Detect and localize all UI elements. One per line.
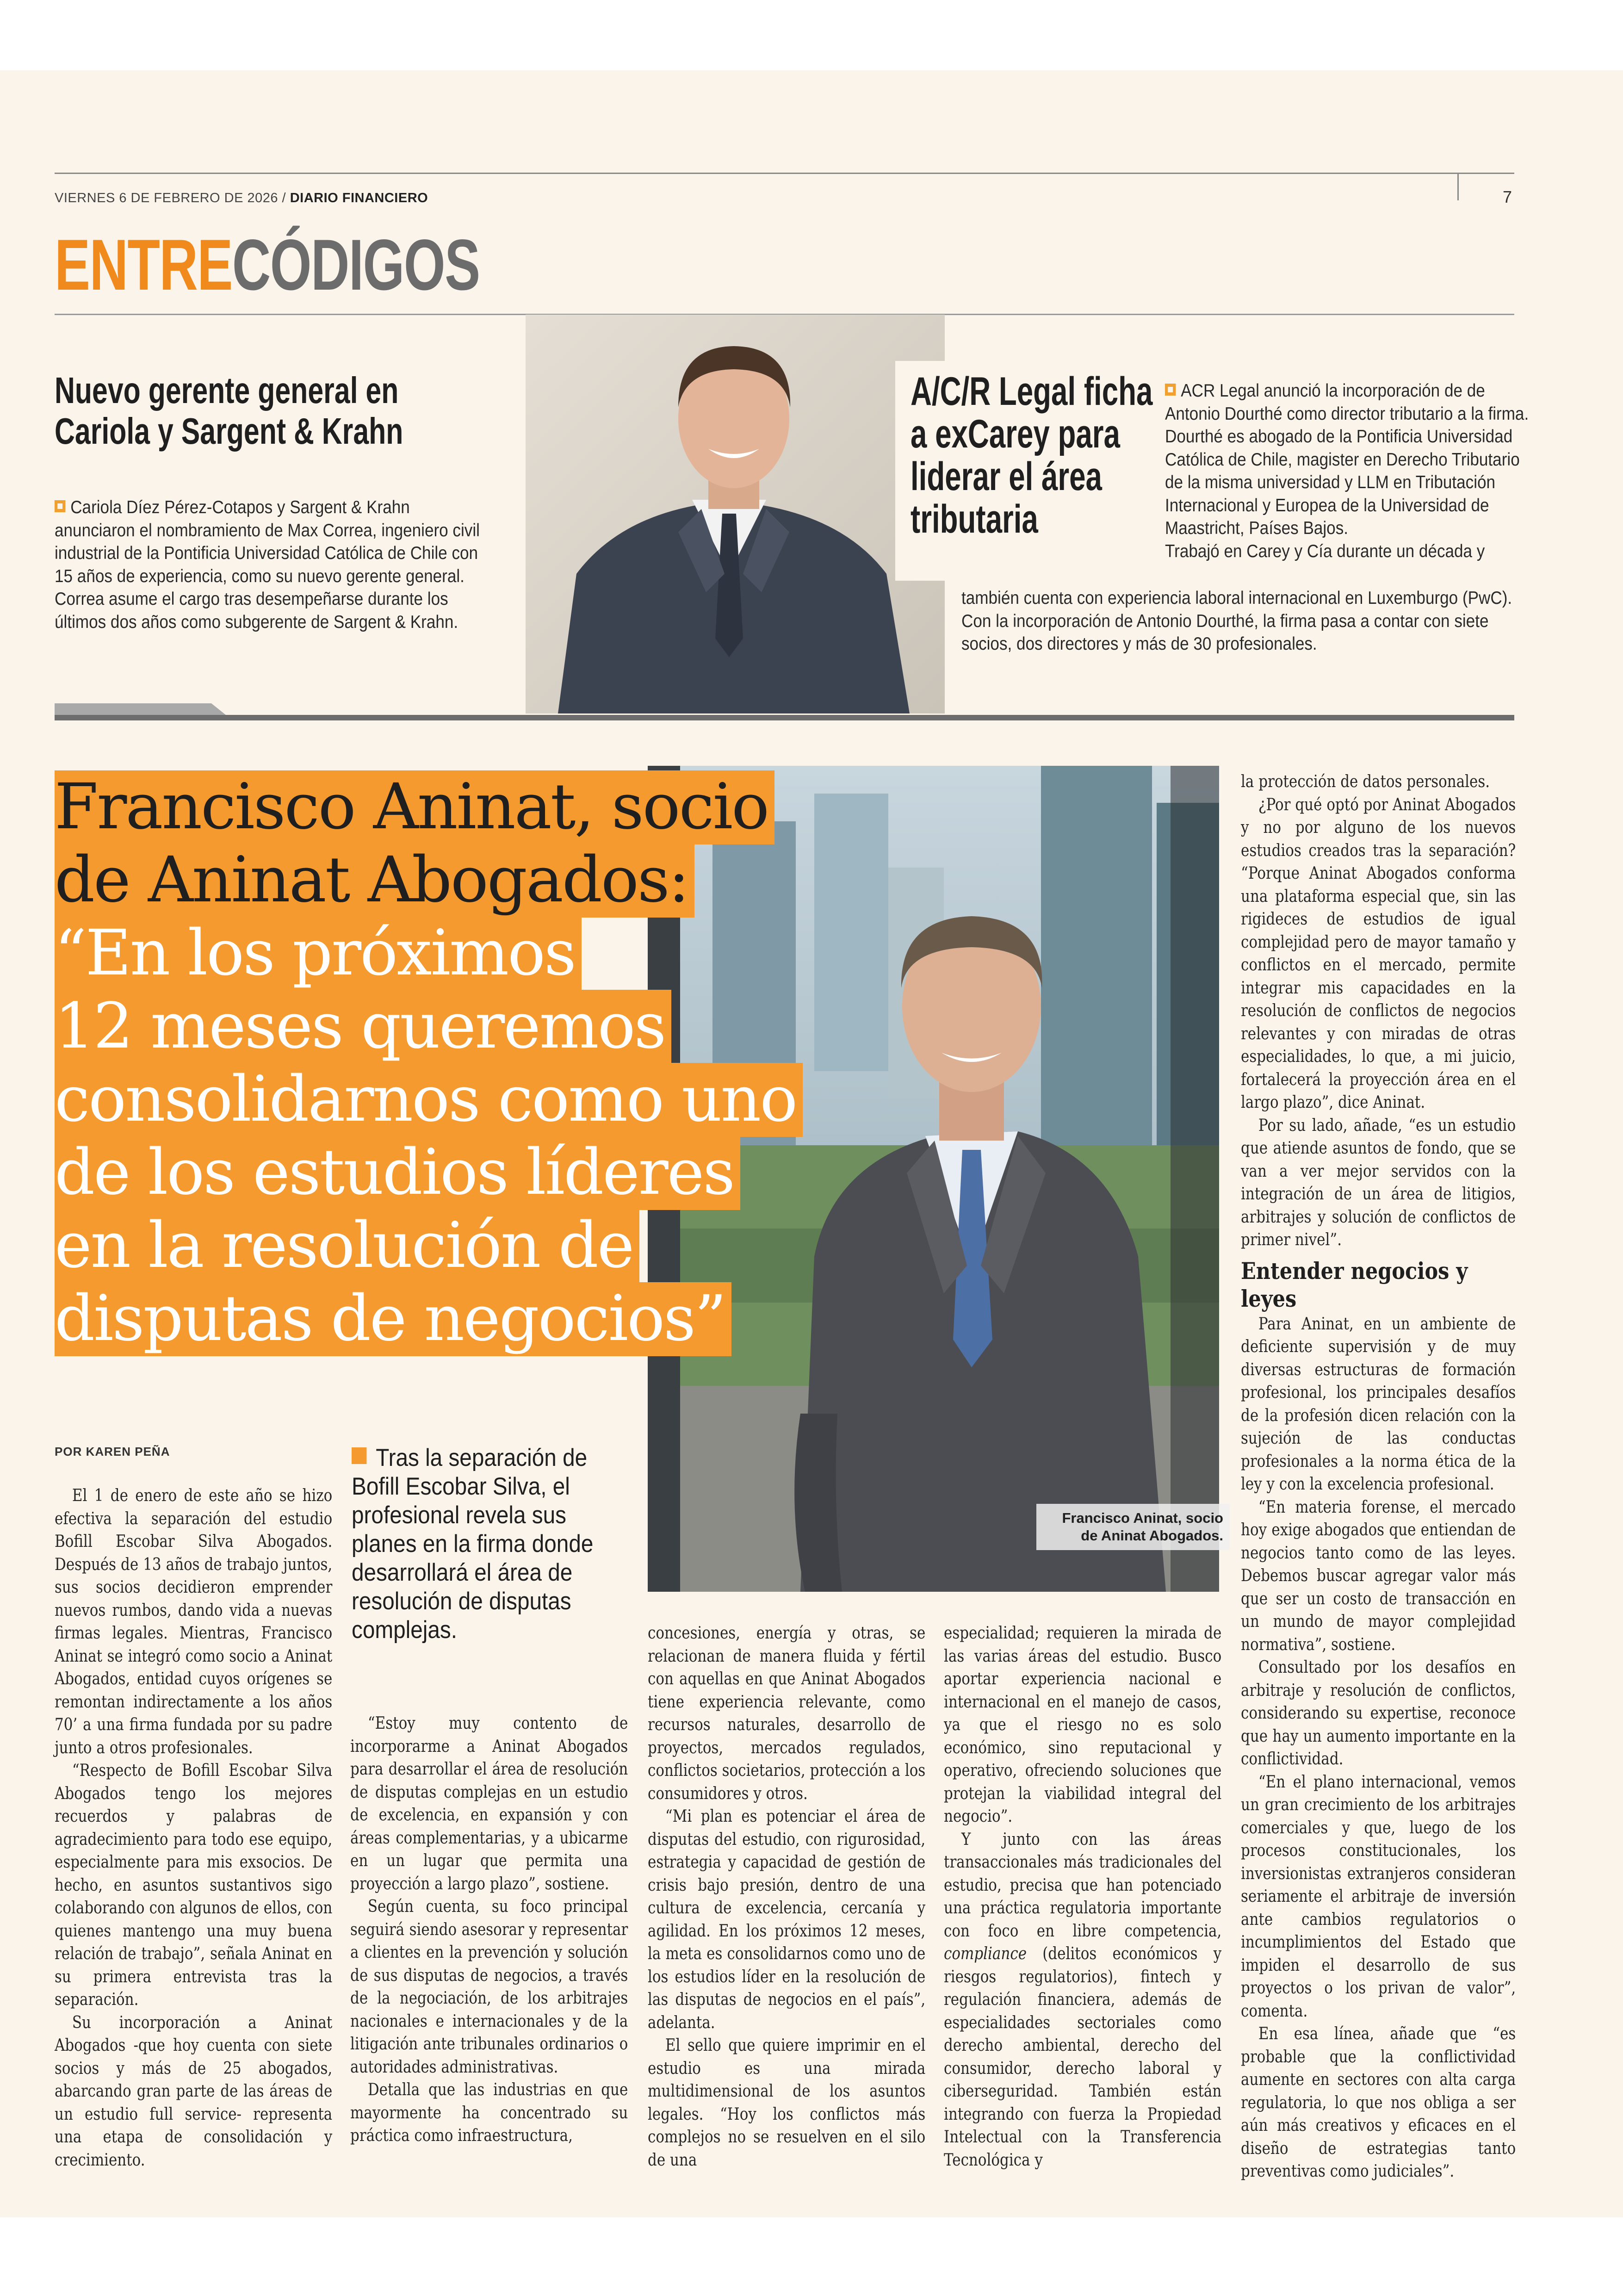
- headline-line: de Aninat Abogados:: [55, 844, 694, 918]
- dateline: [55, 191, 428, 206]
- article-column-3: [648, 1622, 925, 2172]
- paragraph: El 1 de enero de este año se hizo efectiva la separación del estudio Bofill Escobar Silva Abogados. Después de 13 años de trabajo juntos, sus socios decidieron emprender nuevos rumbos, dando vida a nuevas firmas legales. Mientras, Francisco Aninat se integró como socio a Aninat Abogados, entidad cuyos orígenes se remontan indirectamente a los años 70’ a una firma fundada por su padre junto a otros profesionales.: [55, 1486, 333, 1757]
- paragraph: “Estoy muy contento de incorporarme a Aninat Abogados para desarrollar el área de resolución de disputas complejas en un estudio de excelencia, en expansión y con áreas complementarias, y a ubicarme en un lugar que permita una proyección a largo plazo”, sostiene.: [350, 1714, 628, 1893]
- headline: [55, 770, 841, 1355]
- paragraph: la protección de datos personales.: [1241, 772, 1490, 791]
- headline-line: de los estudios líderes: [55, 1136, 740, 1210]
- headline-line: disputas de negocios”: [55, 1282, 731, 1356]
- paragraph: “En materia forense, el mercado hoy exige abogados que entiendan de negocios tanto como de las leyes. Debemos buscar agregar valor más que ser un costo de transacción en un mundo de mayor complejidad normativa”, sostiene.: [1241, 1497, 1516, 1654]
- article-column-5: [1241, 770, 1516, 2183]
- paragraph-text: (delitos económicos y riesgos regulatorios), fintech y regulación financiera, además de especialidades sectoriales como derecho ambiental, derecho del consumidor, derecho laboral y ciberseguridad. También están integrando con fuerza la Propiedad Intelectual con la Transferencia Tecnológica y: [944, 1944, 1222, 2170]
- paragraph: Detalla que las industrias en que mayormente ha concentrado su práctica como infraestructura,: [350, 2080, 628, 2145]
- brief1-paragraph: Correa asume el cargo tras desempeñarse durante los últimos dos años como subgerente de Sargent & Krahn.: [55, 589, 458, 632]
- paragraph: “Respecto de Bofill Escobar Silva Abogados tengo los mejores recuerdos y palabras de agradecimiento para todo ese equipo, especialmente para mis exsocios. De hecho, en asuntos sustantivos sigo colaborando con algunos de ellos, con quienes mantengo una muy buena relación de trabajo”, señala Aninat en su primera entrevista tras la separación.: [55, 1761, 333, 2009]
- article-column-2: [350, 1712, 628, 2147]
- brief2-paragraph: Trabajó en Carey y Cía durante un década y: [1165, 541, 1485, 561]
- paragraph: ¿Por qué optó por Aninat Abogados y no por alguno de los nuevos estudios creados tras la separación? “Porque Aninat Abogados conforma una plataforma especial que, sin las rigideces de estudios de igual complejidad pero de mayor tamaño y conflictos en el mercado, permite integrar mis capacidades en la resolución de conflictos de negocios relevantes y con miradas de otras especialidades, lo que, a mi juicio, fortalecerá la proyección área en el largo plazo”, dice Aninat.: [1241, 795, 1516, 1112]
- bullet-square-icon: [55, 500, 65, 512]
- kicker: [352, 1444, 601, 1644]
- paragraph: Por su lado, añade, “es un estudio que atiende asuntos de fondo, que se van a ver mejor servidos con la integración de un área de litigios, arbitrajes y solución de conflictos de primer nivel”.: [1241, 1116, 1516, 1249]
- headline-line: 12 meses queremos: [55, 990, 671, 1064]
- article-column-1: [55, 1484, 332, 2172]
- header-rule: [55, 173, 1514, 174]
- paragraph: Para Aninat, en un ambiente de deficiente supervisión y de muy diversas estructuras de formación profesional, los principales desafíos de la profesión dicen relación con la sujeción de las conductas profesionales a la norma ética de la ley y con la excelencia profesional.: [1241, 1314, 1516, 1494]
- page-number: 7: [1503, 187, 1512, 206]
- photo-caption: Francisco Aninat, socio de Aninat Abogados.: [1036, 1504, 1230, 1550]
- brief2-body-continued: también cuenta con experiencia laboral internacional en Luxemburgo (PwC). Con la incorporación de Antonio Dourthé, la firma pasa a contar con siete socios, dos directores y más de 30 profesionales.: [961, 588, 1512, 654]
- paragraph: En esa línea, añade que “es probable que la conflictividad aumente en sectores con alta carga regulatoria, lo que nos obliga a ser aún más creativos y eficaces en el diseño de estrategias tanto preventivas como judiciales”.: [1241, 2024, 1516, 2181]
- headline-line: “En los próximos: [55, 917, 582, 991]
- article-column-4: [944, 1622, 1221, 2172]
- brief1-body: [55, 496, 483, 633]
- divider-rule: [55, 715, 1514, 720]
- brief2-body: [1165, 379, 1531, 563]
- paragraph: especialidad; requieren la mirada de las varias áreas del estudio. Busco aportar experiencia nacional e internacional en el manejo de casos, ya que el riesgo no es solo económico, sino reputacional y operativo, ofreciendo soluciones que protejan la viabilidad integral del negocio”.: [944, 1624, 1222, 1826]
- section-title-part1: ENTRE: [55, 225, 232, 305]
- headline-line: Francisco Aninat, socio: [55, 770, 774, 844]
- kicker-text: Tras la separación de Bofill Escobar Silva, el profesional revela sus planes en la firma donde desarrollará el área de resolución de disputas complejas.: [352, 1444, 594, 1644]
- header-tick: [1457, 173, 1459, 200]
- headline-line: en la resolución de: [55, 1209, 639, 1283]
- brief2-paragraph: Dourthé es abogado de la Pontificia Universidad Católica de Chile, magister en Derecho Tributario de la misma universidad y LLM en Tributación Internacional y Europea de la Universidad de Maastricht, Países Bajos.: [1165, 427, 1520, 538]
- section-title: [55, 226, 480, 304]
- paragraph: concesiones, energía y otras, se relacionan de manera fluida y fértil con aquellas en que Aninat Abogados tiene experiencia relevante, como recursos naturales, desarrollo de proyectos, mercados regulados, conflictos societarios, protección a los consumidores y otros.: [648, 1624, 926, 1803]
- subheading: Entender negocios y leyes: [1241, 1257, 1468, 1312]
- paragraph: Consultado por los desafíos en arbitraje y resolución de conflictos, considerando su expertise, reconoce que hay un aumento importante en la conflictividad.: [1241, 1658, 1516, 1769]
- paragraph: “Mi plan es potenciar el área de disputas del estudio, con rigurosidad, estrategia y capacidad de gestión de crisis bajo presión, dentro de una cultura de excelencia, cercanía y agilidad. En los próximos 12 meses, la meta es consolidarnos como uno de los estudios líder en la resolución de las disputas de negocios en el país”, adelanta.: [648, 1807, 926, 2032]
- brief1-paragraph: Cariola Díez Pérez-Cotapos y Sargent & Krahn anunciaron el nombramiento de Max Correa, ingeniero civil industrial de la Pontificia Universidad Católica de Chile con 15 años de experiencia, como su nuevo gerente general.: [55, 497, 480, 586]
- paragraph-text: Y junto con las áreas transaccionales más tradicionales del estudio, precisa que han potenciado una práctica regulatoria importante con foco en libre competencia,: [944, 1830, 1222, 1941]
- byline: POR KAREN PEÑA: [55, 1445, 170, 1458]
- section-title-part2: CÓDIGOS: [232, 225, 480, 305]
- paragraph: “En el plano internacional, vemos un gran crecimiento de los arbitrajes comerciales y que, luego de los procesos constitucionales, los inversionistas extranjeros consideran seriamente el arbitraje de inversión ante cambios regulatorios o incumplimientos del Estado que impiden el desarrollo de sus proyectos o los privan de valor”, comenta.: [1241, 1772, 1516, 2021]
- bullet-square-icon: [1165, 384, 1176, 396]
- paragraph: El sello que quiere imprimir en el estudio es una mirada multidimensional de los asuntos legales. “Hoy los conflictos más complejos no se resuelven en el silo de una: [648, 2036, 926, 2170]
- publication-name: DIARIO FINANCIERO: [290, 191, 428, 205]
- bullet-square-icon: [352, 1447, 366, 1464]
- brief1-title: Nuevo gerente general en Cariola y Sargent & Krahn: [55, 370, 403, 452]
- max-correa-photo: [526, 315, 945, 714]
- brief2-paragraph: ACR Legal anunció la incorporación de de Antonio Dourthé como director tributario a la firma.: [1165, 381, 1529, 424]
- date: VIERNES 6 DE FEBRERO DE 2026 /: [55, 191, 286, 205]
- paragraph: Según cuenta, su foco principal seguirá siendo asesorar y representar a clientes en la prevención y solución de sus disputas de negocios, a través de la negociación, de los arbitrajes nacionales e internacionales y de la litigación ante tribunales ordinarios o autoridades administrativas.: [350, 1897, 628, 2077]
- headline-line: consolidarnos como uno: [55, 1063, 803, 1137]
- brief2-title: A/C/R Legal ficha a exCarey para liderar el área tributaria: [911, 369, 1153, 541]
- paragraph: Su incorporación a Aninat Abogados -que hoy cuenta con siete socios y más de 25 abogados, abarcando gran parte de las áreas de un estudio full service- representa una etapa de consolidación y crecimiento.: [55, 2013, 333, 2170]
- paragraph: [944, 1828, 1221, 2172]
- italic-term: compliance: [944, 1944, 1027, 1963]
